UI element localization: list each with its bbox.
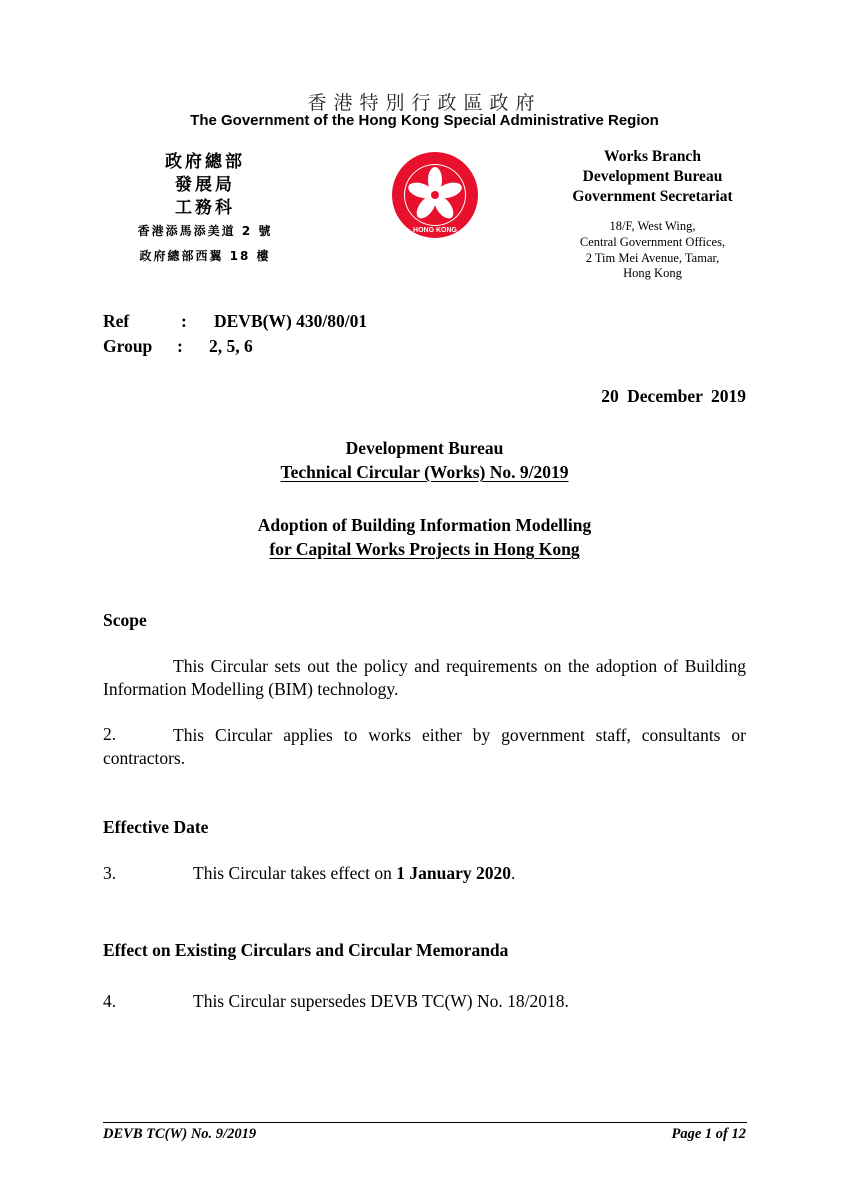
paragraph-3-number: 3.: [103, 863, 117, 883]
en-address-line-3: 2 Tim Mei Avenue, Tamar,: [585, 251, 720, 265]
english-government-title: The Government of the Hong Kong Special Administrative Region: [190, 112, 659, 129]
effective-date-heading: Effective Date: [103, 817, 209, 837]
scope-heading: Scope: [103, 610, 147, 630]
hksar-emblem: [390, 150, 480, 240]
title-bureau: Development Bureau: [345, 438, 504, 458]
title-subject-wrap: [0, 539, 849, 560]
title-subject-line-1: Adoption of Building Information Modelling: [257, 515, 592, 535]
paragraph-4: This Circular supersedes DEVB TC(W) No. 18/2018.: [193, 991, 569, 1011]
group-value: 2, 5, 6: [209, 336, 253, 356]
footer-circular-ref: DEVB TC(W) No. 9/2019: [103, 1126, 257, 1142]
title-circular-number: Technical Circular (Works) No. 9/2019: [280, 462, 569, 482]
paragraph-1: This Circular sets out the policy and requirements on the adoption of Building Information Modelling (BIM) technology.: [103, 656, 746, 699]
en-address-line-1: 18/F, West Wing,: [609, 219, 696, 233]
footer-page-number: Page 1 of 12: [671, 1126, 746, 1142]
cn-branch-line-3: 工務科: [175, 198, 235, 218]
ref-label: Ref: [103, 311, 130, 331]
cn-branch-line-2: 發展局: [175, 175, 235, 195]
paragraph-3-end: .: [511, 863, 516, 883]
en-branch-line-3: Government Secretariat: [572, 188, 733, 205]
title-circular-wrap: [0, 462, 849, 483]
footer-divider: [103, 1122, 747, 1123]
bauhinia-emblem-icon: [390, 150, 480, 240]
en-address-line-2: Central Government Offices,: [579, 235, 726, 249]
paragraph-2: [103, 724, 746, 770]
chinese-government-title: 香港特別行政區政府: [307, 92, 542, 114]
paragraph-4-number: 4.: [103, 991, 117, 1011]
emblem-label: HONG KONG: [413, 227, 457, 234]
cn-address-line-1: 香港添馬添美道 2 號: [137, 224, 273, 238]
cn-address-line-2: 政府總部西翼 18 樓: [139, 249, 271, 263]
paragraph-3-text: This Circular takes effect on: [193, 863, 397, 883]
paragraph-3: [193, 863, 515, 884]
group-separator: :: [177, 336, 183, 356]
paragraph-2-number: 2.: [103, 724, 117, 744]
cn-branch-line-1: 政府總部: [165, 152, 245, 172]
paragraph-2-text: This Circular applies to works either by government staff, consultants or contractors.: [103, 725, 746, 768]
effective-date-value: 1 January 2020: [396, 863, 512, 883]
ref-separator: :: [181, 311, 187, 331]
circular-date: 20 December 2019: [601, 386, 746, 406]
ref-value: DEVB(W) 430/80/01: [214, 311, 368, 331]
en-address-line-4: Hong Kong: [623, 266, 682, 280]
group-label: Group: [103, 336, 153, 356]
en-branch-line-1: Works Branch: [604, 148, 701, 165]
title-subject-line-2: for Capital Works Projects in Hong Kong: [269, 539, 580, 559]
en-branch-line-2: Development Bureau: [582, 168, 723, 185]
effect-heading: Effect on Existing Circulars and Circular Memoranda: [103, 940, 509, 960]
